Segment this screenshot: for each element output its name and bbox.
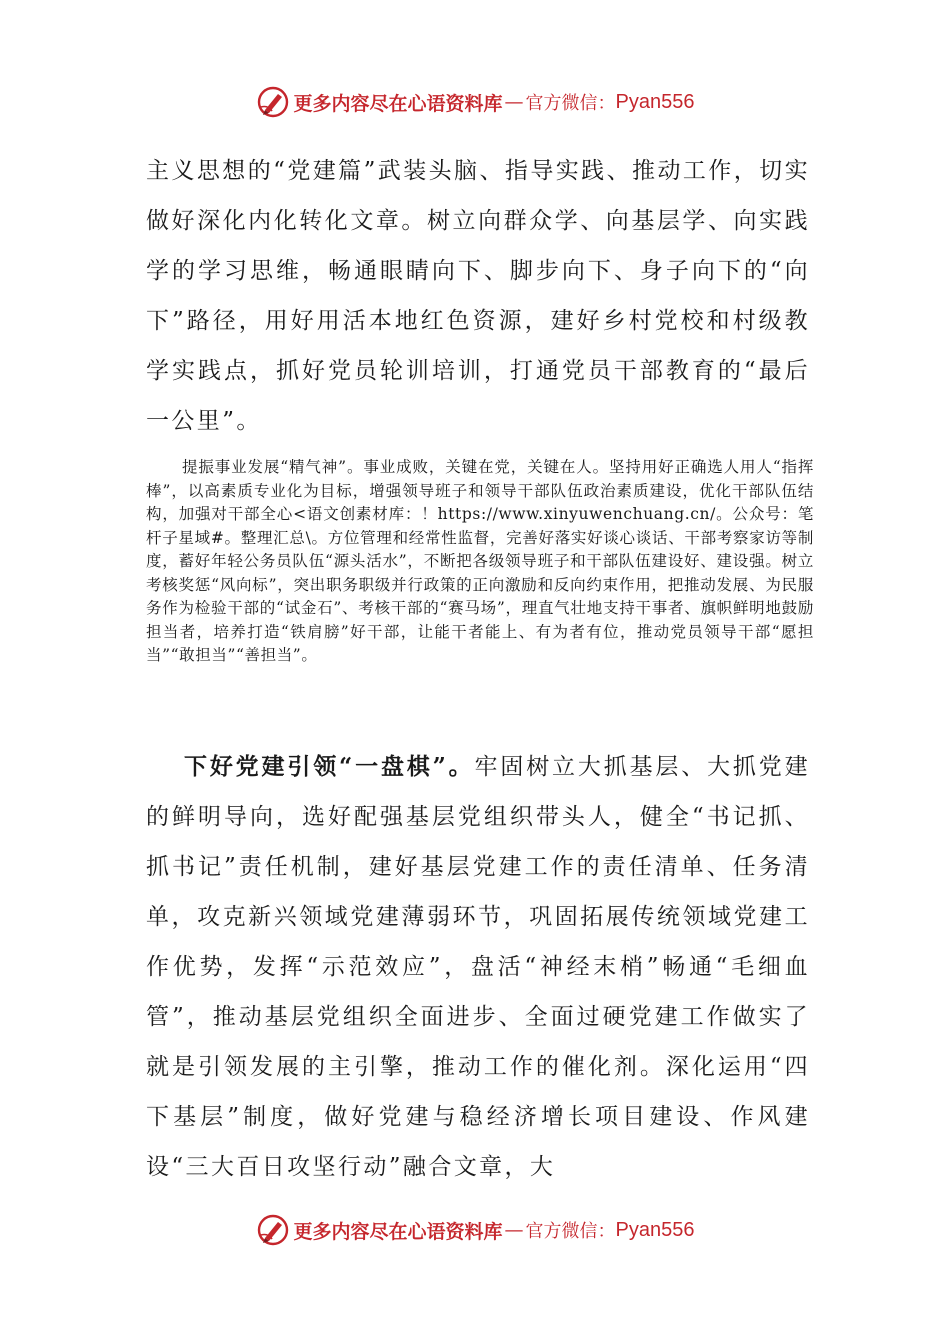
paragraph-1: 主义思想的“党建篇”武装头脑、指导实践、推动工作，切实做好深化内化转化文章。树立向群众学、向基层学、向实践学的学习思维，畅通眼睛向下、脚步向下、身子向下的“向下”路径，用好用活本地红色资源，建好乡村党校和村级教学实践点，抓好党员轮训培训，打通党员干部教育的“最后一公里”。 (146, 158, 810, 434)
banner-text: 更多内容尽在心语资料库 (293, 1220, 503, 1243)
banner-dash: — (504, 91, 524, 113)
banner-wechat-id: Pyan556 (615, 1218, 695, 1241)
banner-text: 更多内容尽在心语资料库 (293, 92, 503, 115)
paragraph-3 (146, 742, 810, 1192)
banner-dash: — (504, 1219, 524, 1241)
banner-wechat-label: 官方微信： (525, 1221, 616, 1242)
pen-logo-icon (256, 1213, 290, 1247)
banner-wechat-id: Pyan556 (615, 90, 695, 113)
paragraph-3-body: 牢固树立大抓基层、大抓党建的鲜明导向，选好配强基层党组织带头人，健全“书记抓、抓书记”责任机制，建好基层党建工作的责任清单、任务清单，攻克新兴领域党建薄弱环节，巩固拓展传统领域党建工作优势，发挥“示范效应”，盘活“神经末梢”畅通“毛细血管”，推动基层党组织全面进步、全面过硬党建工作做实了就是引领发展的主引擎，推动工作的催化剂。深化运用“四下基层”制度，做好党建与稳经济增长项目建设、作风建设“三大百日攻坚行动”融合文章，大 (146, 754, 810, 1180)
pen-logo-icon (256, 85, 290, 119)
header-banner (0, 82, 950, 122)
banner-wechat-label: 官方微信： (525, 93, 616, 114)
footer-banner (0, 1210, 950, 1250)
paragraph-2: 提振事业发展“精气神”。事业成败，关键在党，关键在人。坚持用好正确选人用人“指挥棒”，以高素质专业化为目标，增强领导班子和领导干部队伍政治素质建设，优化干部队伍结构，加强对干部全心<语文创素材库：！https://www.xinyuwenchuang.cn/。公众号：笔杆子星域#。整理汇总\。方位管理和经常性监督，完善好落实好谈心谈话、干部考察家访等制度，蓄好年轻公务员队伍“源头活水”，不断把各级领导班子和干部队伍建设好、建设强。树立考核奖惩“风向标”，突出职务职级并行政策的正向激励和反向约束作用，把推动发展、为民服务作为检验干部的“试金石”、考核干部的“赛马场”，理直气壮地支持干事者、旗帜鲜明地鼓励担当者，培养打造“铁肩膀”好干部，让能干者能上、有为者有位，推动党员领导干部“愿担当”“敢担当”“善担当”。 (146, 458, 814, 664)
paragraph-3-lead: 下好党建引领“一盘棋”。 (184, 753, 475, 780)
